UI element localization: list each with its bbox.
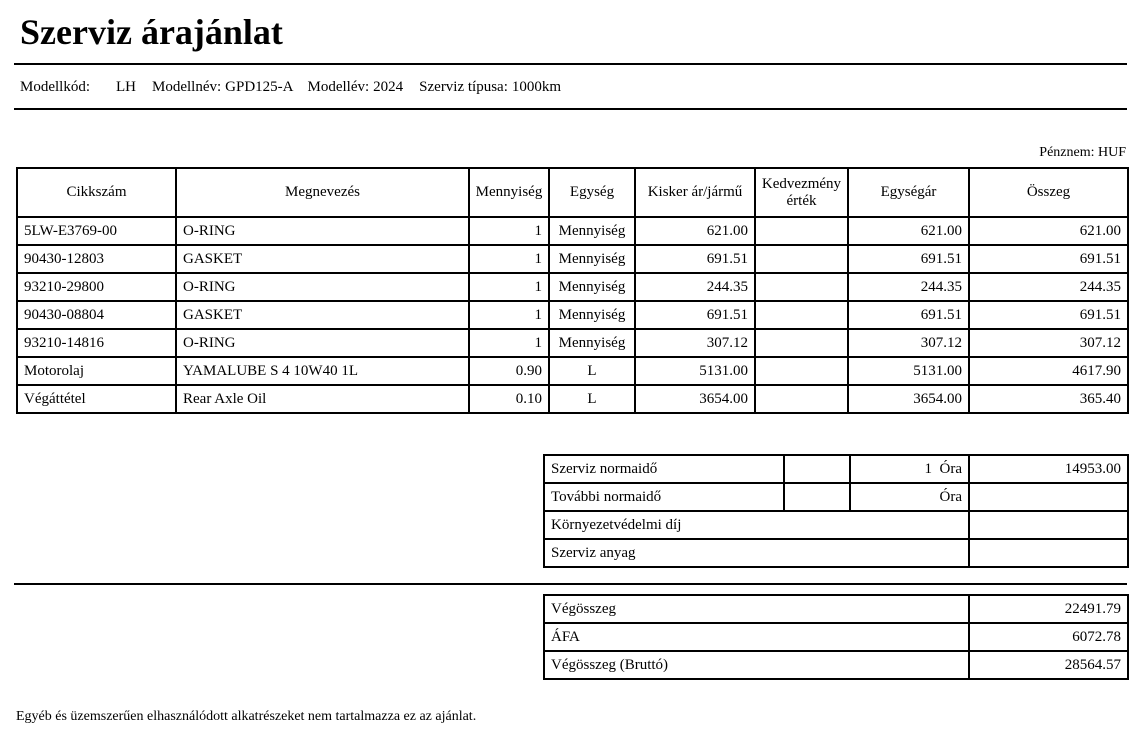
service-time-label: Szerviz normaidő — [544, 455, 784, 483]
cell-retail-price: 307.12 — [635, 329, 755, 357]
env-fee-label: Környezetvédelmi díj — [544, 511, 969, 539]
cell-retail-price: 621.00 — [635, 217, 755, 245]
cell-discount — [755, 245, 848, 273]
cell-unit: Mennyiség — [549, 273, 635, 301]
service-time-qty: 1 — [924, 460, 932, 477]
gross-total-value: 28564.57 — [969, 651, 1128, 679]
cell-total: 365.40 — [969, 385, 1128, 413]
items-table — [16, 167, 1129, 414]
model-year-label: Modellév: — [307, 79, 370, 95]
cell-discount — [755, 385, 848, 413]
cell-quantity: 0.90 — [469, 357, 549, 385]
cell-total: 691.51 — [969, 245, 1128, 273]
cell-quantity: 1 — [469, 217, 549, 245]
service-time-unit: Óra — [939, 460, 962, 477]
cell-part-number: 93210-29800 — [17, 273, 176, 301]
model-code-label: Modellkód: — [20, 79, 90, 95]
model-name-label: Modellnév: — [152, 79, 222, 95]
cell-unit: Mennyiség — [549, 329, 635, 357]
cell-unit-price: 691.51 — [848, 245, 969, 273]
env-fee-amount — [969, 511, 1128, 539]
service-time-empty — [784, 455, 850, 483]
extra-time-label: További normaidő — [544, 483, 784, 511]
table-row — [17, 329, 1128, 357]
service-material-amount — [969, 539, 1128, 567]
table-row — [17, 385, 1128, 413]
model-code-value: LH — [116, 79, 136, 95]
cell-part-number: 90430-08804 — [17, 301, 176, 329]
service-time-row — [544, 455, 1128, 483]
service-time-hours — [850, 455, 969, 483]
cell-description: O-RING — [176, 273, 469, 301]
header-unit: Egység — [549, 168, 635, 217]
service-type-label: Szerviz típusa: — [419, 79, 508, 95]
footer-note: Egyéb és üzemszerűen elhasználódott alkatrészeket nem tartalmazza ez az ajánlat. — [16, 709, 477, 724]
table-row — [17, 217, 1128, 245]
extra-time-amount — [969, 483, 1128, 511]
cell-retail-price: 5131.00 — [635, 357, 755, 385]
labor-table — [543, 454, 1129, 568]
cell-unit: Mennyiség — [549, 245, 635, 273]
cell-unit-price: 244.35 — [848, 273, 969, 301]
cell-description: Rear Axle Oil — [176, 385, 469, 413]
cell-part-number: 90430-12803 — [17, 245, 176, 273]
cell-unit: L — [549, 385, 635, 413]
gross-total-row — [544, 651, 1128, 679]
gross-total-label: Végösszeg (Bruttó) — [544, 651, 969, 679]
env-fee-row — [544, 511, 1128, 539]
cell-discount — [755, 217, 848, 245]
model-year-value: 2024 — [373, 79, 404, 95]
net-total-row — [544, 595, 1128, 623]
cell-total: 244.35 — [969, 273, 1128, 301]
model-divider — [14, 108, 1127, 110]
cell-retail-price: 691.51 — [635, 301, 755, 329]
header-description: Megnevezés — [176, 168, 469, 217]
model-info-line — [20, 78, 561, 96]
service-material-row — [544, 539, 1128, 567]
cell-total: 621.00 — [969, 217, 1128, 245]
cell-description: GASKET — [176, 301, 469, 329]
cell-unit-price: 5131.00 — [848, 357, 969, 385]
cell-part-number: Végáttétel — [17, 385, 176, 413]
table-row — [17, 245, 1128, 273]
totals-table — [543, 594, 1129, 680]
cell-part-number: 5LW-E3769-00 — [17, 217, 176, 245]
cell-total: 307.12 — [969, 329, 1128, 357]
header-unit-price: Egységár — [848, 168, 969, 217]
extra-time-row — [544, 483, 1128, 511]
cell-unit: Mennyiség — [549, 217, 635, 245]
service-material-label: Szerviz anyag — [544, 539, 969, 567]
cell-total: 691.51 — [969, 301, 1128, 329]
cell-description: O-RING — [176, 217, 469, 245]
cell-unit-price: 3654.00 — [848, 385, 969, 413]
cell-description: YAMALUBE S 4 10W40 1L — [176, 357, 469, 385]
cell-quantity: 1 — [469, 245, 549, 273]
table-row — [17, 301, 1128, 329]
cell-quantity: 1 — [469, 301, 549, 329]
service-time-amount: 14953.00 — [969, 455, 1128, 483]
cell-retail-price: 691.51 — [635, 245, 755, 273]
cell-quantity: 1 — [469, 273, 549, 301]
cell-discount — [755, 273, 848, 301]
cell-unit: L — [549, 357, 635, 385]
extra-time-unit: Óra — [850, 483, 969, 511]
cell-part-number: Motorolaj — [17, 357, 176, 385]
cell-part-number: 93210-14816 — [17, 329, 176, 357]
header-part-number: Cikkszám — [17, 168, 176, 217]
net-total-label: Végösszeg — [544, 595, 969, 623]
service-type-value: 1000km — [511, 79, 562, 95]
header-quantity: Mennyiség — [469, 168, 549, 217]
page-title: Szerviz árajánlat — [20, 12, 283, 52]
cell-retail-price: 3654.00 — [635, 385, 755, 413]
extra-time-empty — [784, 483, 850, 511]
cell-discount — [755, 329, 848, 357]
cell-quantity: 0.10 — [469, 385, 549, 413]
net-total-value: 22491.79 — [969, 595, 1128, 623]
cell-retail-price: 244.35 — [635, 273, 755, 301]
cell-unit-price: 307.12 — [848, 329, 969, 357]
vat-row — [544, 623, 1128, 651]
currency-label: Pénznem: HUF — [1039, 145, 1126, 160]
cell-description: O-RING — [176, 329, 469, 357]
top-divider — [14, 63, 1127, 65]
table-row — [17, 273, 1128, 301]
model-name-value: GPD125-A — [225, 79, 294, 95]
totals-divider — [14, 583, 1127, 585]
cell-discount — [755, 301, 848, 329]
header-discount: Kedvezmény érték — [755, 168, 848, 217]
table-row — [17, 357, 1128, 385]
header-retail-price: Kisker ár/jármű — [635, 168, 755, 217]
header-total: Összeg — [969, 168, 1128, 217]
cell-unit: Mennyiség — [549, 301, 635, 329]
cell-description: GASKET — [176, 245, 469, 273]
vat-value: 6072.78 — [969, 623, 1128, 651]
cell-discount — [755, 357, 848, 385]
cell-unit-price: 691.51 — [848, 301, 969, 329]
cell-unit-price: 621.00 — [848, 217, 969, 245]
cell-total: 4617.90 — [969, 357, 1128, 385]
cell-quantity: 1 — [469, 329, 549, 357]
items-header-row — [17, 168, 1128, 217]
vat-label: ÁFA — [544, 623, 969, 651]
